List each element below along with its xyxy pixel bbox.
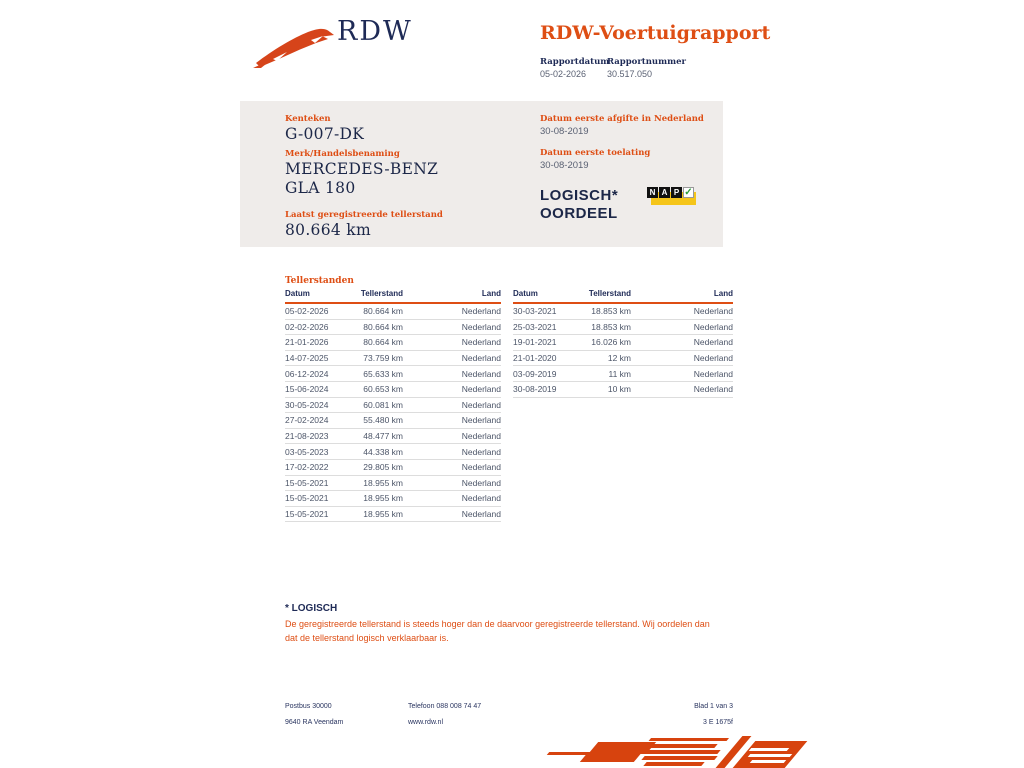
tellerstand-cell: 29.805 km xyxy=(363,462,403,473)
tellerstand-cell: 18.955 km xyxy=(363,509,403,520)
footer-postbus: Postbus 30000 xyxy=(285,703,332,710)
tellerstand-cell: 55.480 km xyxy=(363,415,403,426)
land-cell: Nederland xyxy=(461,415,501,426)
tellerstand-cell: 12 km xyxy=(607,353,631,364)
col-header-tellerstand: Tellerstand xyxy=(588,289,631,298)
col-header-datum: Datum xyxy=(285,289,310,298)
table-row xyxy=(513,335,733,351)
merk-value: MERCEDES-BENZ xyxy=(285,160,439,178)
table-row xyxy=(285,460,501,476)
land-cell: Nederland xyxy=(461,509,501,520)
rdw-logo-wordmark: RDW xyxy=(337,16,413,47)
tellerstand-cell: 60.081 km xyxy=(363,399,403,410)
tellerstand-cell: 18.853 km xyxy=(591,306,631,317)
table-row xyxy=(285,507,501,523)
land-cell: Nederland xyxy=(693,337,733,348)
datum-cell: 17-02-2022 xyxy=(285,462,329,473)
land-cell: Nederland xyxy=(693,353,733,364)
datum-cell: 15-05-2021 xyxy=(285,477,329,488)
table-row xyxy=(285,491,501,507)
datum-cell: 30-08-2019 xyxy=(513,384,557,395)
datum-cell: 25-03-2021 xyxy=(513,321,557,332)
report-date-label: Rapportdatum xyxy=(540,57,610,67)
oordeel-line2: OORDEEL xyxy=(540,205,618,222)
land-cell: Nederland xyxy=(461,368,501,379)
datum-cell: 15-05-2021 xyxy=(285,509,329,520)
oordeel-line1: LOGISCH* xyxy=(540,187,619,204)
col-header-land: Land xyxy=(481,289,501,298)
datum-cell: 05-02-2026 xyxy=(285,306,329,317)
datum-cell: 27-02-2024 xyxy=(285,415,329,426)
kenteken-label: Kenteken xyxy=(285,114,331,124)
datum-cell: 21-01-2026 xyxy=(285,337,329,348)
tellerstand-cell: 18.853 km xyxy=(591,321,631,332)
nap-checkmark-icon: ✓ xyxy=(684,187,693,198)
footer-doc-code: 3 E 1675f xyxy=(703,718,733,726)
datum-cell: 15-05-2021 xyxy=(285,493,329,504)
datum-cell: 21-01-2020 xyxy=(513,353,557,364)
datum-cell: 06-12-2024 xyxy=(285,368,329,379)
land-cell: Nederland xyxy=(461,306,501,317)
table-header-row xyxy=(513,289,733,304)
table-row xyxy=(285,351,501,367)
tellerstand-cell: 48.477 km xyxy=(363,431,403,442)
rdw-decorative-stripes-graphic xyxy=(548,736,793,768)
table-row xyxy=(285,335,501,351)
nap-logo-icon xyxy=(647,187,699,213)
rdw-bird-logo-icon xyxy=(253,12,337,70)
report-number-value: 30.517.050 xyxy=(607,69,653,79)
land-cell: Nederland xyxy=(461,462,501,473)
footer-contact xyxy=(408,699,481,730)
footer-website: www.rdw.nl xyxy=(408,718,444,726)
tellerstand-label: Laatst geregistreerde tellerstand xyxy=(285,210,443,220)
tellerstand-cell: 80.664 km xyxy=(363,321,403,332)
tellerstand-cell: 18.955 km xyxy=(363,493,403,504)
oordeel-text xyxy=(540,187,618,223)
toelating-value: 30-08-2019 xyxy=(540,160,589,171)
toelating-label: Datum eerste toelating xyxy=(540,148,651,158)
land-cell: Nederland xyxy=(461,337,501,348)
footnote-text: De geregistreerde tellerstand is steeds hoger dan de daarvoor geregistreerde tellerstand. Wij oordelen dan dat de tellerstand logisch verklaarbaar is. xyxy=(285,619,710,643)
tellerstanden-table-right xyxy=(513,289,733,398)
merk-label: Merk/Handelsbenaming xyxy=(285,149,400,159)
land-cell: Nederland xyxy=(461,477,501,488)
datum-cell: 30-05-2024 xyxy=(285,399,329,410)
datum-cell: 30-03-2021 xyxy=(513,306,557,317)
afgifte-label: Datum eerste afgifte in Nederland xyxy=(540,114,704,124)
table-row xyxy=(513,366,733,382)
col-header-tellerstand: Tellerstand xyxy=(360,289,403,298)
table-header-row xyxy=(285,289,501,304)
table-body xyxy=(285,304,501,522)
tellerstand-cell: 44.338 km xyxy=(363,446,403,457)
table-row xyxy=(285,304,501,320)
footer-page-info xyxy=(600,699,733,730)
table-row xyxy=(285,382,501,398)
land-cell: Nederland xyxy=(461,493,501,504)
table-row xyxy=(513,320,733,336)
nap-letter-a: A xyxy=(659,187,670,198)
report-date-value: 05-02-2026 xyxy=(540,69,587,79)
datum-cell: 19-01-2021 xyxy=(513,337,557,348)
tellerstand-cell: 80.664 km xyxy=(363,337,403,348)
tellerstand-cell: 11 km xyxy=(608,368,631,379)
datum-cell: 03-05-2023 xyxy=(285,446,329,457)
table-row xyxy=(285,413,501,429)
kenteken-value: G-007-DK xyxy=(285,125,365,143)
footnote-heading: * LOGISCH xyxy=(285,603,338,614)
tellerstand-cell: 60.653 km xyxy=(363,384,403,395)
table-row xyxy=(285,366,501,382)
footer-phone: Telefoon 088 008 74 47 xyxy=(408,703,482,710)
footer-page-indicator: Blad 1 van 3 xyxy=(694,703,733,710)
datum-cell: 21-08-2023 xyxy=(285,431,329,442)
tellerstand-cell: 80.664 km xyxy=(363,306,403,317)
tellerstand-cell: 73.759 km xyxy=(363,353,403,364)
table-row xyxy=(285,444,501,460)
table-row xyxy=(513,382,733,398)
datum-cell: 15-06-2024 xyxy=(285,384,329,395)
land-cell: Nederland xyxy=(461,384,501,395)
table-row xyxy=(513,304,733,320)
table-body xyxy=(513,304,733,398)
land-cell: Nederland xyxy=(461,431,501,442)
land-cell: Nederland xyxy=(461,353,501,364)
land-cell: Nederland xyxy=(693,368,733,379)
tellerstand-cell: 16.026 km xyxy=(591,337,631,348)
tellerstanden-title: Tellerstanden xyxy=(285,276,354,286)
land-cell: Nederland xyxy=(693,306,733,317)
table-row xyxy=(285,398,501,414)
nap-letter-n: N xyxy=(647,187,658,198)
land-cell: Nederland xyxy=(461,446,501,457)
datum-cell: 14-07-2025 xyxy=(285,353,329,364)
tellerstand-value: 80.664 km xyxy=(285,221,371,239)
land-cell: Nederland xyxy=(461,321,501,332)
afgifte-value: 30-08-2019 xyxy=(540,126,589,137)
report-number-label: Rapportnummer xyxy=(607,57,686,67)
tellerstand-cell: 10 km xyxy=(607,384,631,395)
land-cell: Nederland xyxy=(461,399,501,410)
tellerstanden-table-left xyxy=(285,289,501,522)
land-cell: Nederland xyxy=(693,321,733,332)
tellerstand-cell: 65.633 km xyxy=(363,368,403,379)
report-title: RDW-Voertuigrapport xyxy=(540,22,771,44)
col-header-land: Land xyxy=(713,289,733,298)
table-row xyxy=(513,351,733,367)
datum-cell: 02-02-2026 xyxy=(285,321,329,332)
vehicle-summary-box xyxy=(240,101,723,247)
footer-address xyxy=(285,699,343,730)
tellerstand-cell: 18.955 km xyxy=(363,477,403,488)
col-header-datum: Datum xyxy=(513,289,538,298)
model-value: GLA 180 xyxy=(285,179,356,197)
table-row xyxy=(285,429,501,445)
table-row xyxy=(285,476,501,492)
table-row xyxy=(285,320,501,336)
datum-cell: 03-09-2019 xyxy=(513,368,557,379)
land-cell: Nederland xyxy=(693,384,733,395)
footer-city: 9640 RA Veendam xyxy=(285,718,344,726)
nap-letter-p: P xyxy=(671,187,682,198)
